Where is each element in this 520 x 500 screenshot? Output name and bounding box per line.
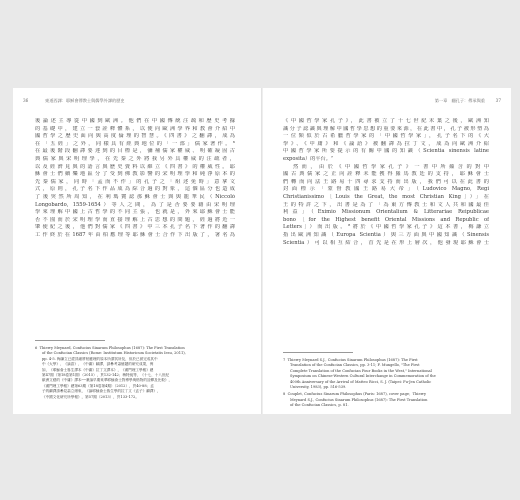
text-line: 穌會士們續樂地區分了受到佛教影響的宋明理學和純淨原本的: [35, 171, 235, 178]
text-line: 學》、《中庸》和《論語》被翻譯為拉丁文，成為向歐洲介紹: [283, 140, 489, 147]
footnote-line: Translation of the Confucian Classics, pp. 3-11; F. Mungello, "The First: [290, 363, 420, 368]
footnote-line: Symposium on Chinese-Western Cultural Interchange in Commemoration of the: [290, 374, 436, 379]
running-title: 第一章 翻孔子：傳承與重: [434, 98, 485, 103]
footnote-number: 6: [35, 346, 38, 350]
left-page: [13, 88, 261, 414]
page-number: 37: [495, 98, 501, 103]
text-line: 在最後階段翻譯要達到的目標是，彌補儒家權威、明確凝固古: [35, 148, 235, 155]
footnote-line: 歐洲文藝的《中庸》譯本──兼論早期來華耶穌會士對博學與格物的詮釋及比較》，: [42, 378, 173, 383]
text-line: 以及經濟見與的語言與歷史資料以維立《四書》的權威性。耶: [35, 163, 235, 170]
text-line: 封面標示「蒙督教國王路易大帝」（Ludovico Magno, Regi: [283, 186, 489, 193]
text-line: 式，原則，孔子名下作品成為綜合過的對象，這個區分也造成: [35, 186, 235, 193]
running-title: 東道西譯：耶穌會傳教士與儒學外譯的歷史: [45, 98, 125, 103]
footnote-line: 中《大學》、《論語》、《中庸》翻譯，請參考蕭億鍵的研究成果，例: [42, 362, 154, 367]
text-line: 然而，由於《中國哲學家孔子》一書中所蘊含的對中: [293, 163, 489, 170]
footnote-line: pp. 4-5. 梅謙立已經詳細將柏應理的原本所謂其所及，但於已被完成其中: [42, 356, 158, 361]
text-line: 國古典儒家之正向詮釋未能獲得羅馬教廷的支持，耶穌會士: [283, 171, 489, 178]
text-line: 指出歐洲知識（Europa Scientia）與三方面與中國知識（Sinensis: [283, 231, 489, 238]
footnote-line: 8 Couplet, Confucius Sinarum Philosophus (Paris: 1687), cover page；Thierry: [283, 392, 427, 397]
text-line: 一位類似於古希臘哲學家的「中國哲學家」，孔子名下的《大: [283, 133, 489, 140]
body-text: [283, 118, 489, 247]
footnotes: [283, 358, 489, 411]
footnote-line: of the Confucian Classics, p. 81.: [290, 403, 349, 408]
text-line: 先秦儒家，同時「孟而不作」的孔子之「組述免時」意拿文: [35, 178, 235, 185]
footnote-number: 8: [283, 392, 286, 397]
footnote: [283, 392, 489, 408]
footnote-line: 400th Anniversary of the Arrival of Matteo Ricci, S. J. (Taipei: Fu-Jen Catholic: [290, 379, 432, 384]
text-line: bono［for the Highest benefit Oriental Missions and Republic of: [283, 216, 489, 223]
text-line: Scientia）可以相互結合，首先是在形上層次，他發現耶穌會士: [283, 239, 489, 246]
footnote-rule: [283, 352, 353, 353]
right-page: [263, 88, 511, 414]
text-line: 工作終於在1687年由柏應理等耶穌會士合作下出版了，署名為: [35, 231, 235, 238]
text-line: 王的特許之下，出書是為了「為東方傳教士和文人共和國最佳: [283, 201, 489, 208]
page-number: 36: [23, 98, 29, 103]
text-line: Letters］）而出版。⁸將於《中國哲學家孔子》這本書，梅謙立: [283, 224, 489, 231]
text-line: 中國哲學家所要提示的有關中國的知識（Scientia sinensis latine: [283, 148, 489, 155]
footnote-line: of the Confucian Classics (Rome: Institutum Historicum Societatis Iesu, 2011),: [42, 351, 186, 356]
footnotes: [35, 346, 235, 402]
footnote: [35, 346, 235, 400]
text-line: Christianissimo［Louis the Great, the most Christian King］）」在: [283, 193, 489, 200]
text-line: 後論述主導從中國到歐洲。他們在中國傳統注疏和歷史考據: [35, 118, 235, 124]
footnote-line: 7 Thierry Meynard S.J., Confucius Sinarum Philosophus (1687): The First: [283, 358, 418, 362]
text-line: 在「五經」之外，同樣具有經典地位的「一部」儒家著作。⁶: [35, 140, 235, 147]
footnote-line: 如，《耶穌會士魯生譯本《中庸》拉丁文譯本》，《漢門理工學報》總: [42, 367, 154, 372]
footnote: [283, 358, 489, 390]
footnote-line: 6 Thierry Meynard, Confucius Sinarum Philosophus (1687): The First Translation: [35, 346, 185, 350]
footnote-line: Complete Translation of the Confucian Four Books in the West," International: [290, 368, 432, 373]
footnote-number: 7: [283, 358, 286, 362]
text-line: 們轉而向法王路易十四尋求支持而出版，我們可以在此書的: [283, 178, 489, 185]
text-line: 了後突然所周知，在利瑪竇認那穌會士與與龍華民（Niccolò: [35, 193, 235, 200]
footnote-line: 《中國文化研究所學報》，第57期（2013），頁133-172。: [42, 394, 139, 399]
footnote-line: 《漢門理工學報》總第63期（第18卷第4期）（2012），頁40-88；孟: [42, 383, 154, 388]
text-line: 典儒家與宋明理學，在先秦之外將我另外具權威的注疏者，: [35, 155, 235, 162]
text-line: Longobardo, 1559-1654）等人之間，為了是否要要藉由宋明理: [35, 201, 235, 208]
text-line: 的基礎中，建立一套詮釋體系，以便向歐洲學界和教會介紹中: [35, 125, 235, 132]
footnote-line: 第47期（第18卷第1期）（2015），頁132-142；梅特純等，《十七、十八世紀: [42, 373, 170, 378]
text-line: 學來理解中國上古哲學的不同主張，也就是，外來耶穌會士能: [35, 209, 235, 216]
text-line: 國哲學之歷史面向與高度倫理的智慧。《四書》之翻譯，成為: [35, 133, 235, 140]
footnote-line: Meynard S.J., Confucius Sinarum Philosophus (1687): The First Translation: [290, 397, 428, 402]
footnote-line: University, 1983), pp. 516-539.: [290, 385, 347, 390]
text-line: 識分子認識與理解中國哲學思想的重要來源，在此書中，孔子被形塑為: [283, 125, 489, 132]
body-text: [35, 118, 235, 240]
footnote-rule: [35, 340, 105, 341]
footnote-line: 子的翻譯請參見蕭立緒來，《論耶穌會士魯生學的拉丁文《孟子》翻譯》，: [42, 389, 161, 394]
text-line: 肇使紀之後，他們對儒家《四書》中三本孔子名下著作的翻譯: [35, 224, 235, 231]
text-line: 否不囿而於宋明理學而直接理解上古思想的問題，經過將近一: [35, 216, 235, 223]
text-line: 利益」（Eximio Missionum Orientalium & Litterariae Reipublicae: [283, 209, 489, 216]
text-line: 《中國哲學家孔子》，此書被立了十七世紀末葉之後，歐洲知: [283, 118, 489, 124]
text-line: exposita）的平台。⁷: [283, 155, 333, 162]
